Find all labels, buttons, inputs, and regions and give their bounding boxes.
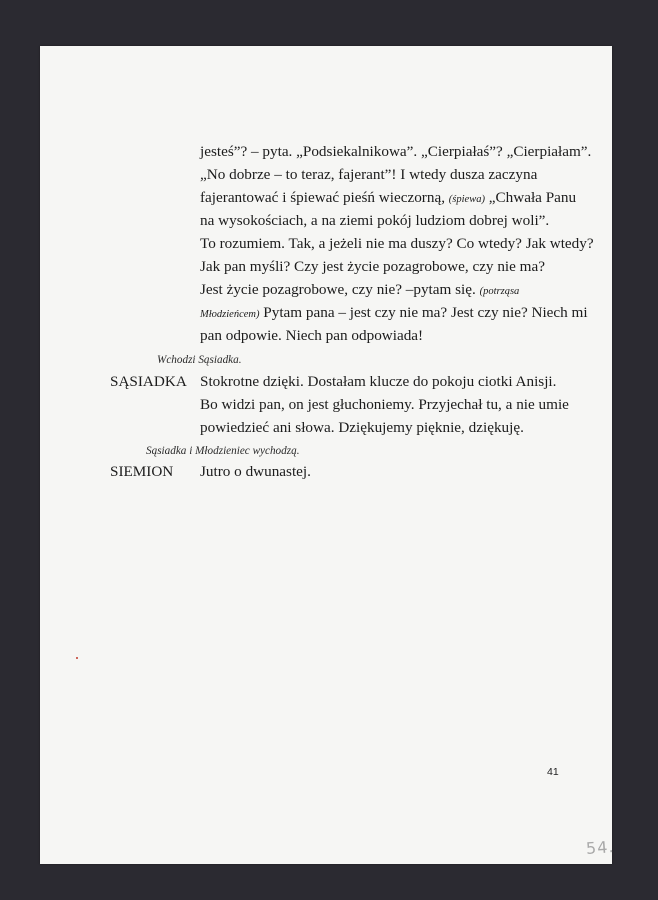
dialogue-line: Stokrotne dzięki. Dostałam klucze do pokoju ciotki Anisji. [200, 373, 557, 390]
text-line: „No dobrze – to teraz, fajerant”! I wtedy dusza zaczyna [200, 166, 538, 183]
page-number: 41 [547, 766, 559, 778]
document-page [40, 46, 616, 864]
text-line: Młodzieńcem) Pytam pana – jest czy nie ma? Jest czy nie? Niech mi [200, 304, 588, 321]
text-line: Jest życie pozagrobowe, czy nie? –pytam się. (potrząsa [200, 281, 520, 298]
speaker-name: SĄSIADKA [110, 373, 187, 390]
dialogue-line: powiedzieć ani słowa. Dziękujemy pięknie, dziękuję. [200, 419, 524, 436]
dialogue-line: Jutro o dwunastej. [200, 463, 311, 480]
text-line: To rozumiem. Tak, a jeżeli nie ma duszy? Co wtedy? Jak wtedy? [200, 235, 594, 252]
stage-direction-inline: (śpiewa) [448, 194, 485, 205]
ink-speck [76, 657, 78, 659]
text-line: na wysokościach, a na ziemi pokój ludziom dobrej woli”. [200, 212, 550, 229]
stage-direction: Sąsiadka i Młodzieniec wychodzą. [146, 445, 300, 457]
handwritten-archive-number: 54. [585, 837, 616, 858]
text-line: Jak pan myśli? Czy jest życie pozagrobowe, czy nie ma? [200, 258, 545, 275]
stage-direction-inline: Młodzieńcem) [200, 309, 260, 320]
dialogue-line: Bo widzi pan, on jest głuchoniemy. Przyjechał tu, a nie umie [200, 396, 569, 413]
stage-direction: Wchodzi Sąsiadka. [157, 354, 242, 366]
speaker-name: SIEMION [110, 463, 174, 480]
text-line: pan odpowie. Niech pan odpowiada! [200, 327, 424, 344]
text-line: jesteś”? – pyta. „Podsiekalnikowa”. „Cierpiałaś”? „Cierpiałam”. [200, 143, 592, 160]
stage-direction-inline: (potrząsa [479, 286, 520, 297]
text-line: fajerantować i śpiewać pieśń wieczorną, (śpiewa) „Chwała Panu [200, 189, 577, 206]
